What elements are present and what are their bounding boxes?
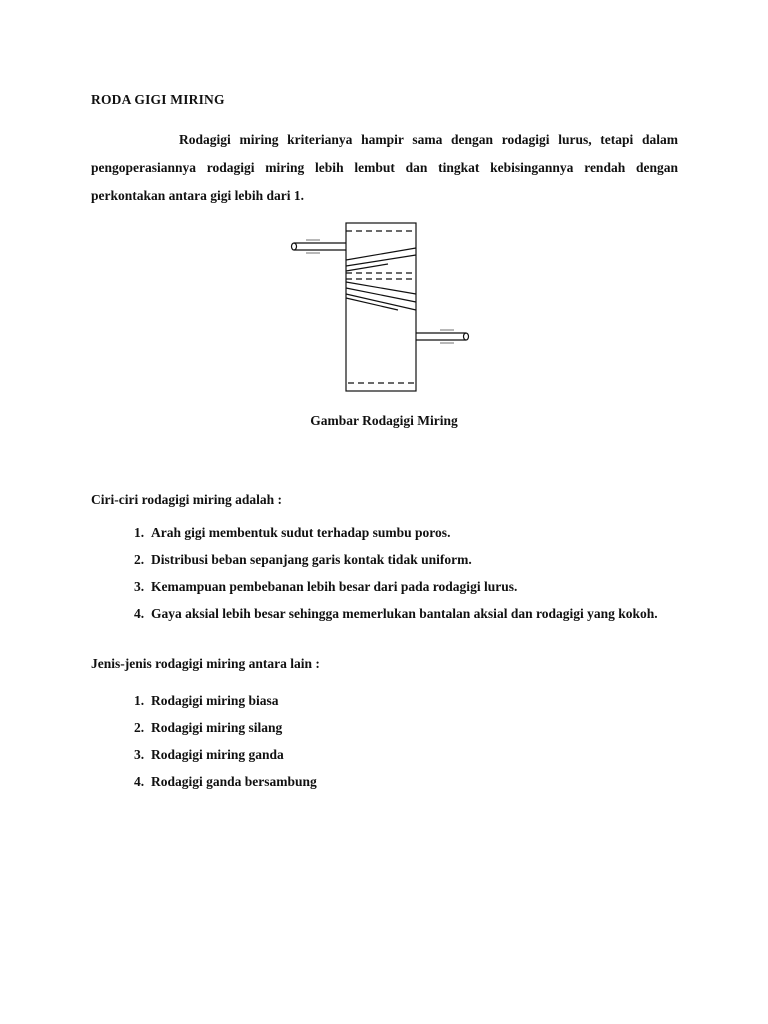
right-shaft-end bbox=[464, 333, 469, 340]
jenis-list bbox=[134, 687, 534, 795]
list-item bbox=[134, 741, 534, 768]
list-text: Distribusi beban sepanjang garis kontak tidak uniform. bbox=[151, 552, 472, 567]
tooth-line bbox=[346, 255, 416, 266]
list-text: Gaya aksial lebih besar sehingga memerlukan bantalan aksial dan rodagigi yang kokoh. bbox=[151, 606, 658, 621]
tooth-line bbox=[346, 282, 416, 294]
tooth-line bbox=[346, 294, 416, 310]
list-number: 1. bbox=[134, 525, 145, 540]
list-text: Arah gigi membentuk sudut terhadap sumbu poros. bbox=[151, 525, 451, 540]
list-item bbox=[134, 573, 678, 600]
intro-paragraph: Rodagigi miring kriterianya hampir sama dengan rodagigi lurus, tetapi dalam pengoperasiannya rodagigi miring lebih lembut dan tingkat kebisingannya rendah dengan perkontakan antara gigi lebih dari 1. bbox=[91, 132, 678, 203]
document-title: RODA GIGI MIRING bbox=[91, 92, 225, 107]
list-item bbox=[134, 768, 534, 795]
list-text: Rodagigi ganda bersambung bbox=[151, 774, 317, 789]
helical-gear-diagram bbox=[288, 218, 478, 398]
list-number: 4. bbox=[134, 774, 145, 789]
list-number: 2. bbox=[134, 552, 145, 567]
list-text: Rodagigi miring ganda bbox=[151, 747, 284, 762]
ciri-heading: Ciri-ciri rodagigi miring adalah : bbox=[91, 492, 282, 507]
list-number: 1. bbox=[134, 693, 145, 708]
tooth-line bbox=[346, 248, 416, 260]
list-text: Rodagigi miring silang bbox=[151, 720, 283, 735]
figure-caption: Gambar Rodagigi Miring bbox=[310, 413, 458, 428]
ciri-list bbox=[134, 519, 678, 627]
list-number: 2. bbox=[134, 720, 145, 735]
left-shaft-end bbox=[292, 243, 297, 250]
list-item bbox=[134, 687, 534, 714]
jenis-heading: Jenis-jenis rodagigi miring antara lain : bbox=[91, 656, 320, 671]
list-text: Kemampuan pembebanan lebih besar dari pada rodagigi lurus. bbox=[151, 579, 518, 594]
list-item bbox=[134, 714, 534, 741]
list-item bbox=[134, 546, 678, 573]
list-number: 4. bbox=[134, 606, 145, 621]
list-text: Rodagigi miring biasa bbox=[151, 693, 279, 708]
list-item bbox=[134, 519, 678, 546]
list-number: 3. bbox=[134, 579, 145, 594]
list-item bbox=[134, 600, 678, 627]
list-number: 3. bbox=[134, 747, 145, 762]
